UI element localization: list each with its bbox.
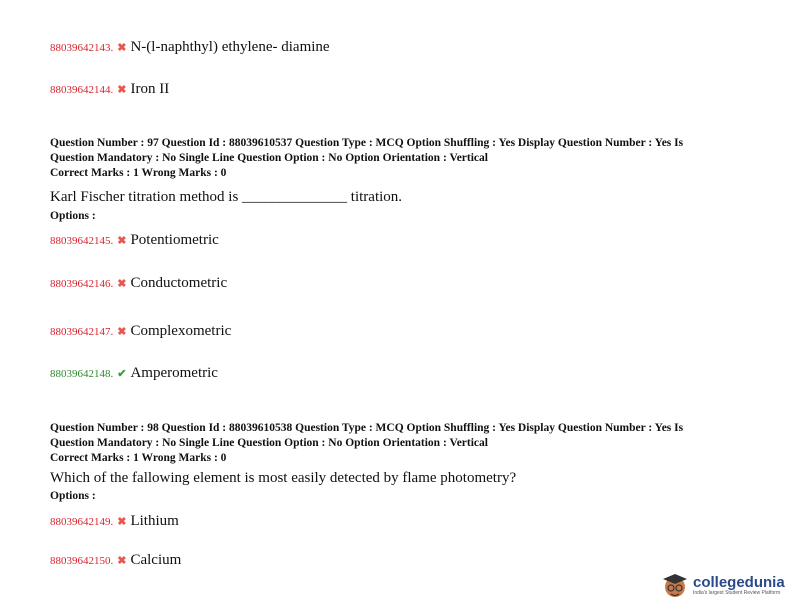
cross-icon: ✖ — [117, 84, 127, 96]
cross-icon: ✖ — [117, 278, 127, 290]
meta-line: Question Mandatory : No Single Line Question Option : No Option Orientation : Vertical — [50, 152, 488, 164]
cross-icon: ✖ — [117, 326, 127, 338]
option-id: 88039642144. — [50, 84, 114, 96]
marks-line: Correct Marks : 1 Wrong Marks : 0 — [50, 452, 227, 464]
option-row-correct — [50, 364, 218, 382]
option-id: 88039642145. — [50, 235, 114, 247]
option-text: Lithium — [130, 513, 179, 529]
cross-icon: ✖ — [117, 42, 127, 54]
option-row — [50, 512, 179, 530]
marks-line: Correct Marks : 1 Wrong Marks : 0 — [50, 167, 227, 179]
meta-line: Question Mandatory : No Single Line Question Option : No Option Orientation : Vertical — [50, 437, 488, 449]
option-id: 88039642143. — [50, 42, 114, 54]
check-icon: ✔ — [117, 368, 127, 380]
option-id: 88039642147. — [50, 326, 114, 338]
option-text: N-(l-naphthyl) ethylene- diamine — [130, 39, 330, 55]
question-97-text: Karl Fischer titration method is ______________ titration. — [50, 189, 403, 205]
option-id: 88039642150. — [50, 555, 114, 567]
option-id: 88039642148. — [50, 368, 114, 380]
cross-icon: ✖ — [117, 555, 127, 567]
question-98-text: Which of the fallowing element is most easily detected by flame photometry? — [50, 470, 517, 486]
options-label: Options : — [50, 210, 96, 222]
option-row — [50, 80, 169, 98]
graduate-avatar-icon — [660, 570, 690, 600]
brand-logo — [660, 570, 785, 600]
meta-line: Question Number : 97 Question Id : 88039610537 Question Type : MCQ Option Shuffling : Yes Display Question Number : Yes Is — [50, 137, 684, 149]
question-97-meta — [50, 136, 740, 181]
option-id: 88039642149. — [50, 516, 114, 528]
option-id: 88039642146. — [50, 278, 114, 290]
option-text: Potentiometric — [130, 232, 219, 248]
options-label: Options : — [50, 490, 96, 502]
cross-icon: ✖ — [117, 516, 127, 528]
option-text: Complexometric — [130, 323, 232, 339]
meta-line: Question Number : 98 Question Id : 88039610538 Question Type : MCQ Option Shuffling : Yes Display Question Number : Yes Is — [50, 422, 684, 434]
brand-name: collegedunia — [693, 573, 785, 591]
option-row — [50, 274, 227, 292]
option-text: Iron II — [130, 81, 170, 97]
option-text: Conductometric — [130, 275, 228, 291]
question-98-meta — [50, 421, 740, 466]
option-row — [50, 551, 181, 569]
option-row — [50, 38, 330, 56]
brand-tagline: India's largest Student Review Platform — [693, 589, 781, 596]
option-row — [50, 322, 231, 340]
option-text: Amperometric — [130, 365, 218, 381]
option-text: Calcium — [130, 552, 182, 568]
option-row — [50, 231, 219, 249]
cross-icon: ✖ — [117, 235, 127, 247]
